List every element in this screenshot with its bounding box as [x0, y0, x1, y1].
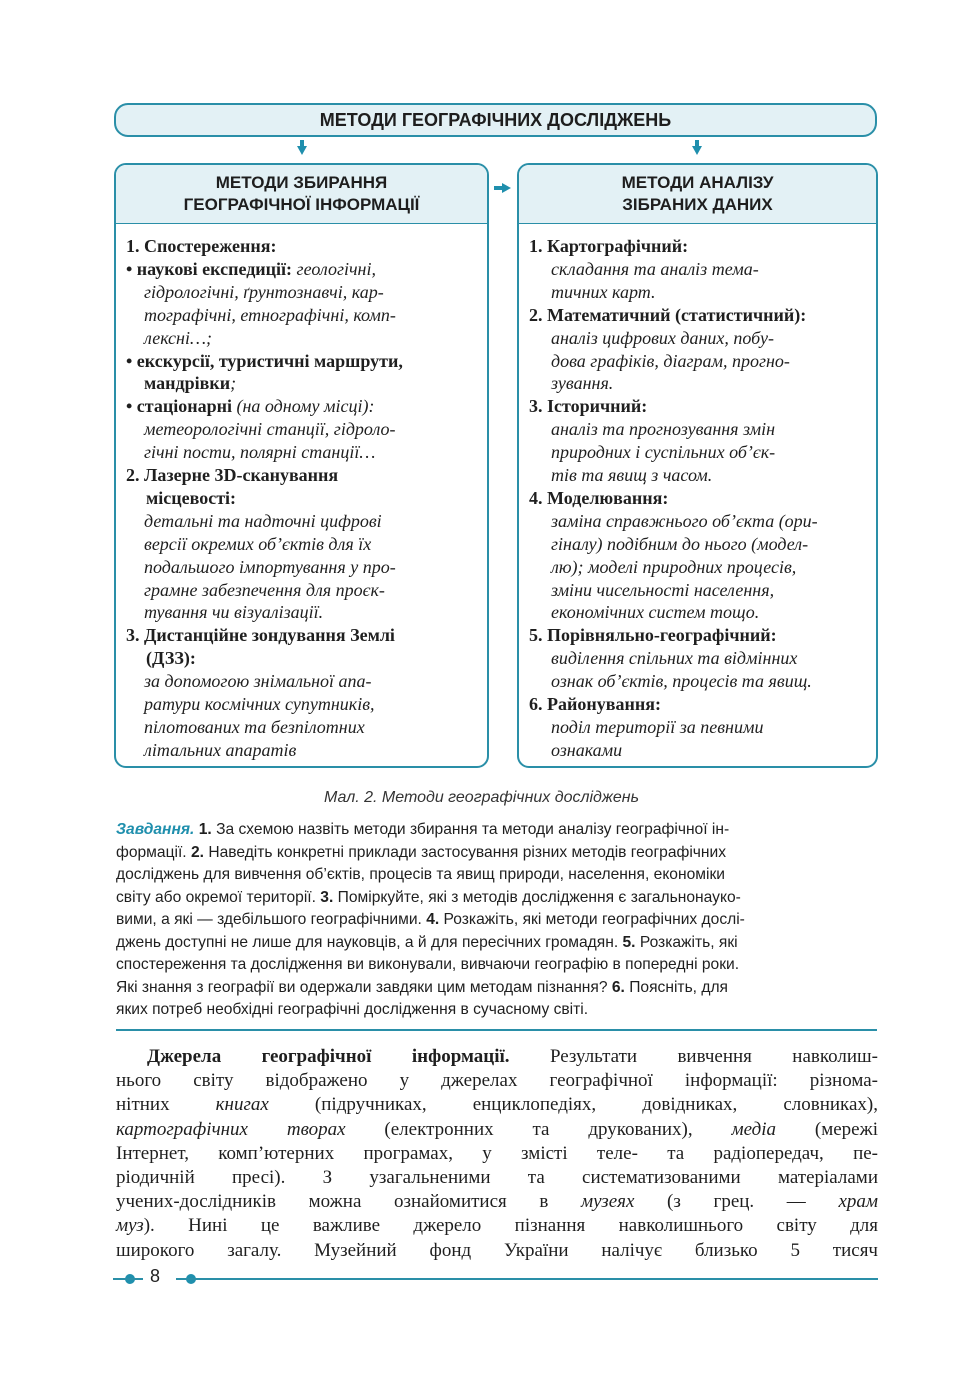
text-run: (електронних та друкованих),: [345, 1118, 732, 1140]
text-run: за допомогою знімальної апа-: [144, 671, 372, 692]
text-run: гічні пости, полярні станції…: [144, 442, 376, 463]
text-run: 4.: [426, 911, 440, 928]
analysis-methods-box: [517, 163, 878, 768]
body-line: [116, 1239, 878, 1263]
text-run: заміна справжнього об’єкта (ори-: [551, 510, 818, 531]
arrow-down-right-icon: [692, 140, 702, 155]
text-run: картографічних творах: [116, 1118, 346, 1140]
text-run: учених-дослідників можна ознайомитися в: [116, 1191, 581, 1213]
text-run: нього світу відображено у джерелах географічної інформації: різнома-: [116, 1070, 878, 1092]
text-run: дова графіків, діаграм, прогно-: [551, 350, 790, 371]
text-run: 3.: [320, 888, 334, 906]
task-line: [116, 819, 729, 840]
text-run: (мережі: [775, 1118, 878, 1140]
text-run: 4. Моделювання:: [529, 487, 669, 508]
text-run: аналіз цифрових даних, побу-: [551, 327, 774, 348]
text-run: ознак об’єктів, процесів та явищ.: [551, 671, 812, 692]
text-run: виділення спільних та відмінних: [551, 648, 798, 669]
text-run: 1. Спостереження:: [126, 236, 277, 256]
diagram-line: [144, 304, 396, 326]
diagram-line: [144, 556, 396, 578]
figure-caption: Мал. 2. Методи географічних досліджень: [323, 789, 640, 806]
task-line: [116, 864, 725, 885]
text-run: За схемою назвіть методи збирання та методи аналізу географічної ін-: [211, 821, 730, 838]
text-run: джень доступні не лише для науковців, а й для пересічних громадян.: [116, 933, 623, 951]
text-run: 1.: [198, 821, 212, 838]
text-run: зування.: [551, 373, 614, 394]
diagram-line: [146, 647, 196, 669]
text-run: тів та явищ з часом.: [551, 465, 713, 485]
text-run: ознаками: [551, 739, 623, 760]
text-run: мандрівки: [144, 373, 231, 394]
text-run: Завдання.: [116, 821, 199, 838]
arrow-right-icon: [494, 183, 511, 193]
text-run: 5. Порівняльно-географічний:: [529, 625, 777, 646]
diagram-line: [551, 579, 774, 601]
text-run: подальшого імпортування у про-: [144, 556, 396, 577]
text-run: (з грец. —: [634, 1191, 839, 1213]
arrow-down-left-icon: [297, 140, 307, 155]
diagram-line: [551, 716, 763, 738]
text-run: поділ території за певними: [551, 716, 764, 737]
body-line: [116, 1142, 878, 1166]
diagram-line: [144, 441, 375, 463]
diagram-line: [144, 281, 384, 303]
text-run: (на одному місці):: [236, 396, 375, 417]
diagram-line: [144, 418, 396, 440]
diagram-line: [144, 739, 296, 761]
text-run: Наведіть конкретні приклади застосування різних методів географічних: [203, 843, 727, 861]
text-run: Поясніть, для: [624, 978, 728, 996]
text-run: пілотованих та безпілотних: [144, 716, 365, 737]
text-run: 2. Математичний (статистичний):: [529, 304, 807, 325]
diagram-line: [529, 693, 661, 715]
text-run: спостереження та дослідження ви виконували, вивчаючи географію в попередні роки.: [116, 956, 740, 973]
diagram-line: [144, 372, 236, 394]
diagram-line: [126, 464, 338, 486]
diagram-line: [529, 235, 688, 257]
analysis-methods-heading: МЕТОДИ АНАЛІЗУ ЗІБРАНИХ ДАНИХ: [519, 165, 876, 224]
text-run: Результати вивчення навколиш-: [509, 1046, 878, 1067]
body-line: [116, 1118, 878, 1142]
diagram-line: [529, 487, 668, 509]
text-run: Розкажіть, які: [635, 933, 738, 951]
text-run: світу або окремої території.: [116, 888, 321, 906]
diagram-line: [551, 670, 812, 692]
diagram-line: [126, 350, 403, 372]
diagram-line: [551, 556, 796, 578]
task-line: [116, 999, 588, 1020]
text-run: 6. Районування:: [529, 694, 661, 714]
text-run: медіа: [731, 1118, 776, 1140]
diagram-line: [126, 395, 374, 417]
text-run: яких потреб необхідні географічні дослідження в сучасному світі.: [116, 1001, 589, 1018]
text-run: ратури космічних супутників,: [144, 694, 375, 714]
text-run: детальні та надточні цифрові: [144, 510, 382, 531]
diagram-line: [551, 441, 775, 463]
diagram-line: [146, 487, 236, 509]
diagram-line: [551, 533, 808, 555]
text-run: літальних апаратів: [144, 739, 297, 760]
body-line: [116, 1093, 878, 1117]
text-run: (ДЗЗ):: [146, 648, 196, 669]
text-run: природних і суспільних об’єк-: [551, 442, 776, 463]
text-run: муз: [116, 1215, 144, 1237]
text-run: аналіз та прогнозування змін: [551, 419, 776, 440]
text-run: 2. Лазерне 3D-сканування: [126, 465, 339, 485]
task-line: [116, 932, 738, 953]
task-line: [116, 887, 741, 908]
diagram-line: [126, 235, 276, 257]
diagram-line: [529, 304, 806, 326]
text-run: досліджень для вивчення об’єктів, процесів та явищ природи, населення, економіки: [116, 866, 725, 883]
text-run: широкого загалу. Музейний фонд України налічує близько 5 тисяч: [116, 1239, 878, 1261]
diagram-line: [551, 281, 655, 303]
diagram-line: [126, 258, 376, 280]
collection-methods-heading: МЕТОДИ ЗБИРАННЯ ГЕОГРАФІЧНОЇ ІНФОРМАЦІЇ: [116, 165, 487, 224]
text-run: 3. Історичний:: [529, 396, 648, 417]
task-line: [116, 954, 739, 975]
diagram-line: [551, 601, 759, 623]
text-run: гідрологічні, ґрунтознавчі, кар-: [144, 281, 384, 302]
text-run: місцевості:: [146, 487, 237, 508]
body-line: [116, 1214, 878, 1238]
diagram-line: [144, 716, 365, 738]
diagram-line: [551, 258, 759, 280]
diagram-line: [551, 647, 797, 669]
diagram-line: [529, 395, 647, 417]
section-divider: [116, 1029, 877, 1031]
text-run: • стаціонарні: [126, 396, 237, 417]
text-run: книгах: [215, 1094, 269, 1116]
diagram-line: [144, 601, 323, 623]
task-line: [116, 842, 726, 863]
text-run: Інтернет, комп’ютерних програмах, у змісті теле- та радіопередач, пе-: [116, 1142, 878, 1164]
text-run: тичних карт.: [551, 281, 656, 302]
text-run: ріодичній пресі). З узагальненими та систематизованими матеріалами: [116, 1167, 878, 1188]
text-run: тування чи візуалізації.: [144, 602, 324, 623]
page-number: 8: [150, 1266, 161, 1286]
text-run: версії окремих об’єктів для їх: [144, 533, 372, 554]
diagram-line: [551, 418, 775, 440]
text-run: метеорологічні станції, гідроло-: [144, 419, 396, 440]
text-run: ). Нині це важливе джерело пізнання навколишнього світу для: [143, 1215, 878, 1237]
diagram-line: [144, 327, 212, 349]
diagram-line: [126, 624, 395, 646]
text-run: 1. Картографічний:: [529, 236, 689, 256]
diagram-line: [144, 579, 385, 601]
diagram-line: [551, 350, 790, 372]
footer-rule-left: [113, 1278, 143, 1280]
text-run: вими, а які — здебільшого географічними.: [116, 911, 427, 928]
collection-methods-box: [114, 163, 489, 768]
text-run: зміни чисельності населення,: [551, 579, 775, 600]
footer-rule: [205, 1278, 878, 1280]
text-run: Які знання з географії ви одержали завдяки цим методам пізнання?: [116, 978, 612, 996]
text-run: Розкажіть, які методи географічних дослі-: [439, 911, 745, 928]
text-run: грамне забезпечення для проєк-: [144, 579, 385, 600]
text-run: складання та аналіз тема-: [551, 258, 759, 279]
text-run: 2.: [190, 843, 204, 861]
diagram-line: [551, 510, 818, 532]
diagram-line: [551, 739, 622, 761]
task-line: [116, 977, 728, 998]
footer-rule-mid: [176, 1278, 206, 1280]
text-run: храм: [838, 1191, 878, 1213]
diagram-line: [144, 510, 382, 532]
text-run: (підручниках, енциклопедіях, довідниках, словниках),: [268, 1094, 878, 1116]
diagram-line: [144, 670, 372, 692]
text-run: 5.: [622, 933, 636, 951]
text-run: економічних систем тощо.: [551, 602, 760, 623]
text-run: геологічні,: [296, 258, 376, 279]
text-run: 6.: [611, 978, 625, 996]
text-run: ;: [230, 373, 237, 394]
text-run: гіналу) подібним до нього (модел-: [551, 533, 809, 554]
text-run: лю); моделі природних процесів,: [551, 556, 797, 577]
diagram-line: [144, 693, 375, 715]
diagram-line: [551, 327, 774, 349]
text-run: тографічні, етнографічні, комп-: [144, 304, 396, 325]
text-run: 3. Дистанційне зондування Землі: [126, 625, 395, 646]
diagram-line: [144, 533, 371, 555]
body-line: [116, 1069, 878, 1093]
body-line: [116, 1166, 878, 1190]
text-run: музеях: [581, 1191, 635, 1213]
diagram-line: [551, 372, 613, 394]
text-run: формації.: [116, 843, 191, 861]
diagram-title: МЕТОДИ ГЕОГРАФІЧНИХ ДОСЛІДЖЕНЬ: [114, 103, 877, 137]
body-line: [116, 1190, 878, 1214]
text-run: нітних: [116, 1094, 216, 1116]
diagram-line: [551, 464, 712, 486]
text-run: Поміркуйте, які з методів дослідження є загальнонауко-: [333, 888, 741, 906]
text-run: лексні…;: [144, 327, 212, 348]
text-run: • наукові експедиції:: [126, 258, 297, 279]
diagram-line: [529, 624, 777, 646]
body-line: [147, 1045, 878, 1069]
text-run: Джерела географічної інформації.: [147, 1046, 510, 1067]
text-run: • екскурсії, туристичні маршрути,: [126, 350, 403, 371]
task-line: [116, 909, 745, 930]
